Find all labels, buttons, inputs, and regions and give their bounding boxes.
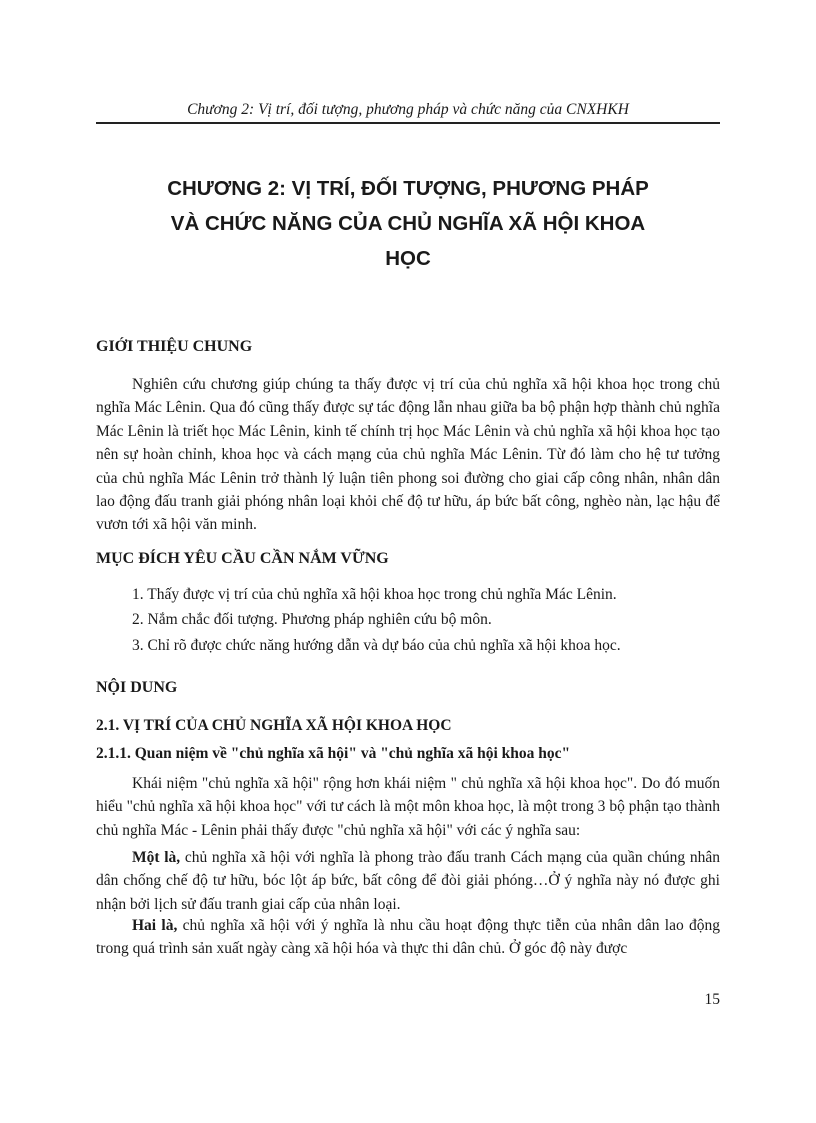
point-1-lead: Một là, [132,849,181,866]
point-2-text: chủ nghĩa xã hội với ý nghĩa là nhu cầu hoạt động thực tiễn của nhân dân lao động trong quá trình sản xuất ngày càng xã hội hóa và thực thi dân chủ. Ở góc độ này được [96,917,721,958]
section-2-1-1-heading: 2.1.1. Quan niệm về "chủ nghĩa xã hội" và "chủ nghĩa xã hội khoa học" [96,745,571,762]
objective-item-2: 2. Nắm chắc đối tượng. Phương pháp nghiên cứu bộ môn. [132,611,492,628]
point-1-paragraph [96,846,720,916]
concept-paragraph: Khái niệm "chủ nghĩa xã hội" rộng hơn khái niệm " chủ nghĩa xã hội khoa học". Do đó muốn hiểu "chủ nghĩa xã hội khoa học" với tư cách là một môn khoa học, là một trong 3 bộ phận tạo thành chủ nghĩa Mác - Lênin phải thấy được "chủ nghĩa xã hội" với các ý nghĩa sau: [96,775,720,839]
page-number: 15 [704,991,720,1008]
objective-item-3: 3. Chỉ rõ được chức năng hướng dẫn và dự báo của chủ nghĩa xã hội khoa học. [132,637,621,654]
chapter-title-line-2: VÀ CHỨC NĂNG CỦA CHỦ NGHĨA XÃ HỘI KHOA [170,212,646,235]
content-heading: NỘI DUNG [96,679,178,696]
chapter-title-line-1: CHƯƠNG 2: VỊ TRÍ, ĐỐI TƯỢNG, PHƯƠNG PHÁP [167,177,649,200]
chapter-title [96,171,720,276]
section-2-1-heading: 2.1. VỊ TRÍ CỦA CHỦ NGHĨA XÃ HỘI KHOA HỌC [96,717,452,734]
point-2-paragraph [96,914,720,961]
intro-heading: GIỚI THIỆU CHUNG [96,338,253,355]
running-header: Chương 2: Vị trí, đối tượng, phương pháp và chức năng của CNXHKH [187,101,629,118]
objective-item-1: 1. Thấy được vị trí của chủ nghĩa xã hội khoa học trong chủ nghĩa Mác Lênin. [132,586,617,603]
point-1-text: chủ nghĩa xã hội với nghĩa là phong trào đấu tranh Cách mạng của quần chúng nhân dân chống chế độ tư hữu, bóc lột áp bức, bất công để đòi giải phóng…Ở ý nghĩa này nó được ghi nhận bởi lịch sử đấu tranh giai cấp của nhân loại. [96,849,720,913]
point-2-lead: Hai là, [132,917,178,934]
intro-paragraph: Nghiên cứu chương giúp chúng ta thấy được vị trí của chủ nghĩa xã hội khoa học trong chủ nghĩa Mác Lênin. Qua đó cũng thấy được sự tác động lẫn nhau giữa ba bộ phận hợp thành chủ nghĩa Mác Lênin là triết học Mác Lênin, kinh tế chính trị học Mác Lênin và chủ nghĩa xã hội khoa học tạo nên sự hoàn chỉnh, khoa học và cách mạng của chủ nghĩa Mác Lênin. Từ đó làm cho hệ tư tưởng của chủ nghĩa Mác Lênin trở thành lý luận tiên phong soi đường cho giai cấp công nhân, nhân dân lao động đấu tranh giải phóng nhân loại khỏi chế độ tư hữu, áp bức bất công, nghèo nàn, lạc hậu để vươn tới xã hội văn minh. [96,376,720,534]
header-divider [96,122,720,124]
objectives-heading: MỤC ĐÍCH YÊU CẦU CẦN NẮM VỮNG [96,550,389,567]
chapter-title-line-3: HỌC [385,247,431,270]
